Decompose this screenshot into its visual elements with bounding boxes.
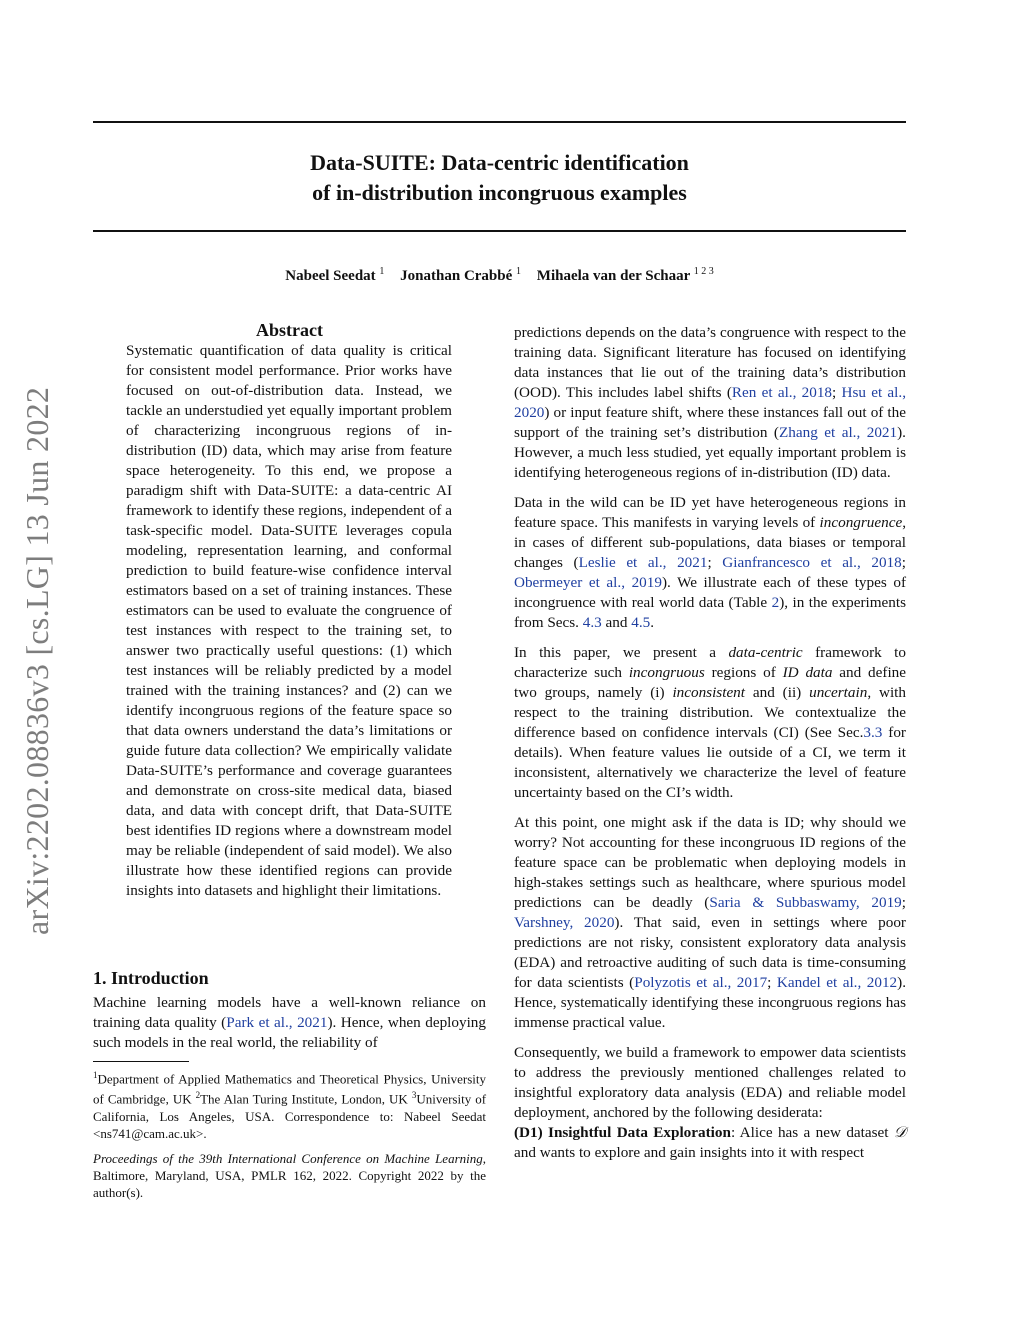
- proceedings-note: Proceedings of the 39th International Conference on Machine Learning, Baltimore, Maryland, USA, PMLR 162, 2022. Copyright 2022 by the author(s).: [93, 1151, 486, 1200]
- paper-title: [93, 148, 906, 208]
- citation-link[interactable]: Gianfrancesco et al., 2018: [722, 554, 902, 571]
- section-ref-link[interactable]: 3.3: [863, 724, 883, 741]
- title-top-rule: [93, 121, 906, 123]
- section-ref-link[interactable]: 4.5: [631, 614, 651, 631]
- author-list: [93, 266, 906, 285]
- citation-link[interactable]: Obermeyer et al., 2019: [514, 574, 662, 591]
- author: Mihaela van der Schaar $^{1 2 3}$: [536, 266, 714, 284]
- footnote-rule: [93, 1061, 189, 1062]
- affiliation-footnote: $^1$Department of Applied Mathematics and Theoretical Physics, University of Cambridge, UK $^2$The Alan Turing Institute, London, UK $^3$University of California, Los Angeles, USA. Correspondence to: Nabeel Seedat <ns741@cam.ac.uk>.: [93, 1070, 487, 1141]
- author: Jonathan Crabbé $^1$: [400, 266, 522, 284]
- paragraph: At this point, one might ask if the data is ID; why should we worry? Not accounting for these incongruous ID regions of the feature space can be problematic when deploying models in high-stakes settings such as healthcare, where spurious model predictions can be deadly (Saria & Subbaswamy, 2019; Varshney, 2020). That said, even in settings where poor predictions are not risky, consistent exploratory data analysis (EDA) and retroactive auditing of such data is time-consuming for data scientists (Polyzotis et al., 2017; Kandel et al., 2012). Hence, systematically identifying these incongruous regions has immense practical value.: [514, 814, 907, 1031]
- citation-link[interactable]: Saria & Subbaswamy, 2019: [709, 894, 902, 911]
- citation-link[interactable]: Ren et al., 2018: [731, 384, 833, 401]
- abstract-heading: Abstract: [256, 320, 323, 340]
- table-ref-link[interactable]: 2: [771, 594, 780, 611]
- citation-link[interactable]: Varshney, 2020: [514, 914, 615, 931]
- section-heading-introduction: 1. Introduction: [93, 968, 209, 988]
- title-bottom-rule: [93, 230, 906, 232]
- citation-link[interactable]: Leslie et al., 2021: [578, 554, 708, 571]
- title-line-2: of in-distribution incongruous examples: [312, 180, 687, 205]
- desiderata-label: (D1) Insightful Data Exploration: [514, 1124, 731, 1141]
- paragraph: In this paper, we present a data-centric framework to characterize such incongruous regions of ID data and define two groups, namely (i) inconsistent and (ii) uncertain, with respect to the training distribution. We contextualize the difference based on confidence intervals (CI) (See Sec.3.3 for details). When feature values lie outside of a CI, we term it inconsistent, alternatively we characterize the level of feature uncertainty based on the CI’s width.: [514, 644, 906, 801]
- paragraph: Consequently, we build a framework to empower data scientists to address the previously mentioned challenges related to insightful exploratory data analysis (EDA) and reliable model deployment, anchored by the following desiderata: (D1) Insightful Data Exploration: Alice has a new dataset 𝒟 and wants to explore and gain insights into it with respect: [514, 1044, 906, 1161]
- abstract-text: Systematic quantification of data quality is critical for consistent model performance. Prior works have focused on out-of-distribution data. Instead, we tackle an understudied yet equally important problem of characterizing incongruous regions of in-distribution (ID) data, which may arise from feature space heterogeneity. To this end, we propose a paradigm shift with Data-SUITE: a data-centric AI framework to identify these regions, independent of a task-specific model. Data-SUITE leverages copula modeling, representation learning, and conformal prediction to build feature-wise confidence interval estimators based on a set of training instances. These estimators can be used to evaluate the congruence of test instances with respect to the training set, to answer two practically useful questions: (1) which test instances will be reliably predicted by a model trained with the training instances? and (2) can we identify incongruous regions of the feature space so that data owners understand the data’s limitations or guide future data collection? We empirically validate Data-SUITE’s performance and coverage guarantees and demonstrate on cross-site medical data, biased data, and data with concept drift, that Data-SUITE best identifies ID regions where a downstream model may be reliable (independent of said model). We also illustrate how these identified regions can provide insights into datasets and highlight their limitations.: [126, 342, 452, 899]
- title-line-1: Data-SUITE: Data-centric identification: [310, 150, 689, 175]
- right-column-body: [514, 323, 906, 1163]
- intro-paragraph: Machine learning models have a well-known reliance on training data quality (Park et al., 2021). Hence, when deploying such models in the real world, the reliability of: [93, 994, 486, 1051]
- citation-link[interactable]: Hsu et al., 2020: [514, 384, 906, 421]
- citation-link[interactable]: Polyzotis et al., 2017: [634, 974, 768, 991]
- paragraph: predictions depends on the data’s congruence with respect to the training data. Significant literature has focused on identifying data instances that lie out of the training data’s distribution (OOD). This includes label shifts (Ren et al., 2018; Hsu et al., 2020) or input feature shift, where these instances fall out of the support of the training set’s distribution (Zhang et al., 2021). However, a much less studied, yet equally important problem is identifying heterogeneous regions of in-distribution (ID) data.: [514, 324, 906, 481]
- arxiv-identifier: arXiv:2202.08836v3 [cs.LG] 13 Jun 2022: [19, 386, 55, 935]
- citation-link[interactable]: Zhang et al., 2021: [778, 424, 898, 441]
- author: Nabeel Seedat $^1$: [285, 266, 385, 284]
- paragraph: Data in the wild can be ID yet have heterogeneous regions in feature space. This manifests in varying levels of incongruence, in cases of different sub-populations, data biases or temporal changes (Leslie et al., 2021; Gianfrancesco et al., 2018; Obermeyer et al., 2019). We illustrate each of these types of incongruence with real world data (Table 2), in the experiments from Secs. 4.3 and 4.5.: [514, 494, 906, 631]
- citation-link[interactable]: Kandel et al., 2012: [776, 974, 898, 991]
- section-ref-link[interactable]: 4.3: [582, 614, 602, 631]
- citation-link[interactable]: Park et al., 2021: [226, 1014, 328, 1031]
